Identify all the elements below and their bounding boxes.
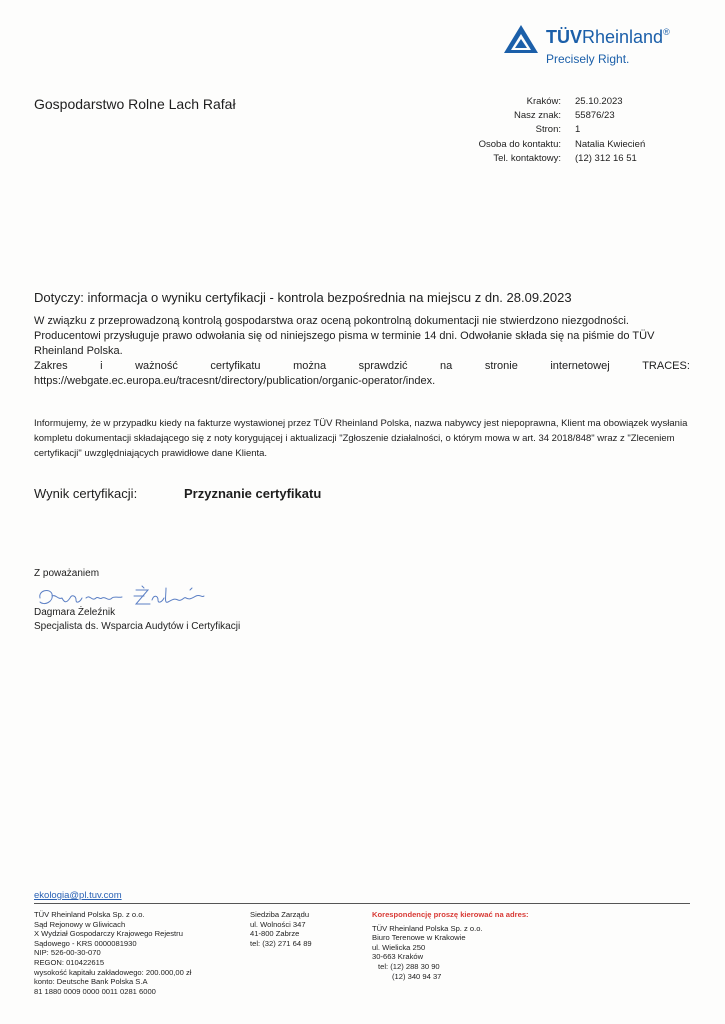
- footer-line: X Wydział Gospodarczy Krajowego Rejestru: [34, 929, 183, 939]
- traces-word: TRACES:: [642, 360, 690, 372]
- brand-name: TÜVRheinland®: [546, 27, 670, 47]
- tuv-logo: [503, 22, 683, 70]
- meta-label: Kraków:: [526, 96, 561, 107]
- contact-email-link[interactable]: ekologia@pl.tuv.com: [34, 890, 122, 901]
- meta-label: Stron:: [535, 124, 561, 136]
- correspondence-heading: Korespondencję proszę kierować na adres:: [372, 910, 529, 919]
- traces-word: stronie: [484, 360, 518, 372]
- traces-url: https://webgate.ec.europa.eu/tracesnt/directory/publication/organic-operator/index.: [34, 375, 436, 387]
- footer-line: REGON: 010422615: [34, 957, 105, 967]
- brand-tagline: Precisely Right.: [546, 52, 630, 66]
- result-label: Wynik certyfikacji:: [34, 486, 138, 501]
- result-value: Przyznanie certyfikatu: [184, 486, 322, 501]
- footer-line: Sąd Rejonowy w Gliwicach: [34, 919, 126, 929]
- footer-line: 41-800 Zabrze: [250, 929, 300, 939]
- footer-line: wysokość kapitału zakładowego: 200.000,00 zł: [34, 967, 192, 977]
- tuv-triangle-icon: [503, 24, 539, 54]
- meta-row-date: [440, 95, 645, 109]
- traces-word: Zakres: [34, 360, 68, 372]
- letter-meta: [440, 95, 645, 166]
- footer-line: konto: Deutsche Bank Polska S.A: [34, 977, 148, 987]
- body-paragraph-1: W związku z przeprowadzoną kontrolą gospodarstwa oraz oceną pokontrolną dokumentacji nie stwierdzono niezgodności. Producentowi przysługuje prawo odwołania się od niniejszego pisma w terminie 14 dni. Odwołanie składa się na piśmie do TÜV Rheinland Polska.: [34, 315, 655, 357]
- footer-line: 30-663 Kraków: [372, 952, 424, 962]
- meta-row-pages: [440, 123, 645, 137]
- meta-value: 25.10.2023: [575, 96, 623, 107]
- traces-word: i: [100, 360, 103, 372]
- signer-block: [34, 606, 240, 634]
- footer-line: NIP: 526-00-30-070: [34, 948, 101, 958]
- traces-word: na: [440, 360, 453, 372]
- meta-label: Nasz znak:: [514, 110, 561, 122]
- body-paragraph-invoice: Informujemy, że w przypadku kiedy na fakturze wystawionej przez TÜV Rheinland Polska, nazwa nabywcy jest niepoprawna, Klient ma obowiązek wysłania kompletu dokumentacji składającego się z noty korygującej i aktualizacji "Zgłoszenie działalności, o którym mowa w art. 34 2018/848" wraz z "Zleceniem certyfikacji" uwzględniających prawidłowe dane Klienta.: [34, 418, 688, 459]
- traces-word: certyfikatu: [210, 360, 261, 372]
- footer-line: ul. Wielicka 250: [372, 942, 426, 952]
- footer-line: TÜV Rheinland Polska Sp. z o.o.: [372, 923, 483, 933]
- letter-subject: Dotyczy: informacja o wyniku certyfikacji - kontrola bezpośrednia na miejscu z dn. 28.09.2023: [34, 290, 572, 305]
- body-main: [34, 314, 690, 389]
- footer-phone: (12) 340 94 37: [392, 971, 442, 981]
- meta-row-reference: [440, 109, 645, 123]
- recipient-name: Gospodarstwo Rolne Lach Rafał: [34, 96, 236, 112]
- footer-line: Biuro Terenowe w Krakowie: [372, 933, 466, 943]
- meta-value: 55876/23: [575, 110, 615, 122]
- signer-name: Dagmara Żeleźnik: [34, 607, 116, 618]
- footer-divider: [34, 903, 690, 904]
- footer-headquarters: [250, 910, 312, 948]
- footer-line: Siedziba Zarządu: [250, 910, 310, 919]
- meta-value: (12) 312 16 51: [575, 152, 637, 164]
- footer-line: TÜV Rheinland Polska Sp. z o.o.: [34, 910, 145, 919]
- meta-label: Osoba do kontaktu:: [478, 138, 561, 150]
- footer-line: 81 1880 0009 0000 0011 0281 6000: [34, 986, 156, 996]
- footer-company-info: [34, 910, 191, 996]
- meta-row-contact: [440, 138, 645, 152]
- meta-value: Natalia Kwiecień: [575, 138, 646, 150]
- footer-line: ul. Wolności 347: [250, 919, 306, 929]
- traces-line: [34, 359, 690, 374]
- traces-word: sprawdzić: [358, 360, 408, 372]
- footer-line: Sądowego - KRS 0000081930: [34, 938, 137, 948]
- footer-correspondence: [372, 910, 529, 981]
- footer-line: tel: (32) 271 64 89: [250, 938, 312, 948]
- traces-word: można: [293, 360, 327, 372]
- certification-result: [34, 486, 322, 501]
- traces-word: ważność: [135, 360, 178, 372]
- closing-regards: Z poważaniem: [34, 568, 100, 579]
- meta-value: 1: [575, 124, 581, 136]
- meta-label: Tel. kontaktowy:: [493, 152, 561, 164]
- footer-phone: tel: (12) 288 30 90: [378, 961, 440, 971]
- meta-row-phone: [440, 152, 645, 166]
- signer-title: Specjalista ds. Wsparcia Audytów i Certyfikacji: [34, 621, 241, 632]
- traces-word: internetowej: [550, 360, 610, 372]
